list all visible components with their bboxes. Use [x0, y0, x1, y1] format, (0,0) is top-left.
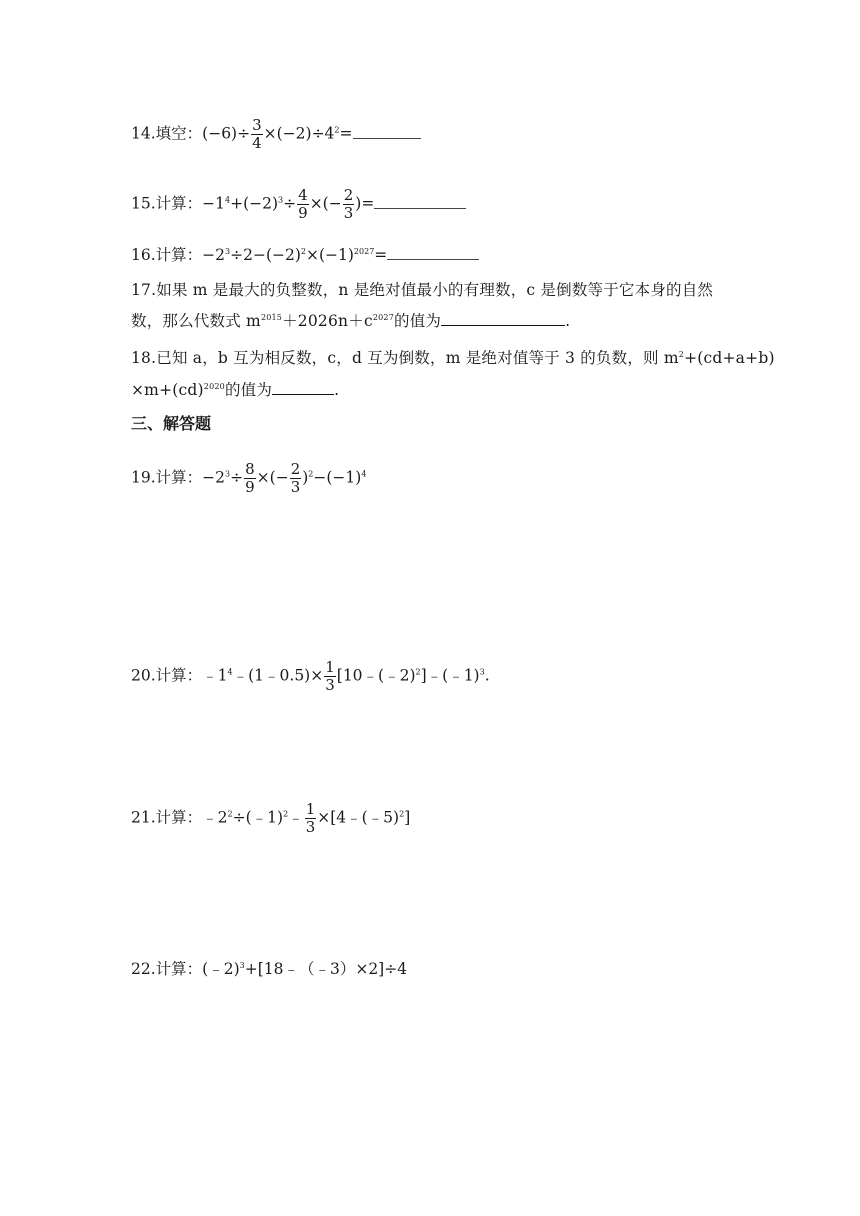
denominator: 3: [343, 204, 354, 222]
problem-22-label: 22.计算：: [131, 960, 203, 978]
expr-part: ÷: [283, 194, 297, 213]
denominator: 3: [305, 818, 316, 836]
exponent: 2027: [353, 246, 375, 256]
fraction: [324, 659, 336, 694]
problem-16-label: 16.计算：: [131, 246, 203, 264]
problem-16: [131, 244, 479, 266]
exponent: 3: [225, 469, 231, 479]
expr-part: ﹣2: [202, 808, 228, 827]
problem-20: [131, 659, 490, 694]
exponent: 4: [227, 667, 233, 677]
problem-21-label: 21.计算：: [131, 808, 203, 827]
expr-part: )=: [355, 194, 375, 213]
numerator: 2: [290, 460, 301, 478]
answer-blank[interactable]: [387, 245, 479, 260]
section-heading: 三、解答题: [131, 414, 212, 433]
expr-part: ×(−1): [305, 246, 354, 264]
problem-20-label: 20.计算：: [131, 666, 203, 685]
expr-part: −(−1): [313, 468, 362, 487]
expr-part: [10﹣(﹣2): [336, 666, 416, 685]
problem-15-label: 15.计算：: [131, 194, 203, 213]
expr-part: (−6)÷: [202, 124, 251, 143]
exponent: 4: [361, 469, 367, 479]
exponent: 2015: [260, 312, 283, 322]
expr-part: =: [339, 124, 353, 143]
expr-part: ﹣: [288, 808, 304, 827]
answer-blank[interactable]: [374, 194, 466, 209]
answer-blank[interactable]: [272, 380, 334, 395]
fraction: [251, 117, 263, 152]
exponent: 2: [283, 809, 289, 819]
expr-part: ﹣(1﹣0.5)×: [232, 666, 324, 685]
exponent: 3: [239, 960, 245, 970]
problem-18-text: +(cd+a+b): [684, 349, 775, 367]
exponent: 2: [399, 809, 405, 819]
fraction: [343, 187, 355, 222]
problem-18-line-1: [131, 347, 775, 369]
answer-blank[interactable]: [353, 124, 421, 139]
problem-19: [131, 461, 366, 496]
exponent: 2: [415, 667, 421, 677]
expr-part: (﹣2): [202, 960, 240, 978]
expr-part: ×(−: [256, 468, 289, 487]
expr-part: +(−2): [230, 194, 279, 213]
problem-14: [131, 117, 421, 152]
numerator: 3: [252, 116, 262, 134]
exponent: 2: [300, 246, 306, 256]
expr-part: ×[4﹣(﹣5): [317, 808, 400, 827]
numerator: 1: [305, 800, 316, 818]
exponent: 3: [479, 667, 485, 677]
exponent: 3: [278, 195, 284, 205]
expr-part: ]: [404, 808, 411, 827]
expr-part: −2: [202, 246, 226, 264]
denominator: 9: [298, 204, 308, 222]
expr-part: .: [484, 666, 490, 685]
numerator: 1: [325, 658, 335, 676]
problem-17-text: .: [565, 312, 571, 330]
problem-18-text: ×m+(cd): [131, 381, 204, 399]
problem-17-line-2: [131, 310, 570, 332]
problem-19-label: 19.计算：: [131, 468, 203, 487]
denominator: 9: [245, 478, 255, 496]
expr-part: −2: [202, 468, 226, 487]
problem-17-text: 17.如果 m 是最大的负整数，n 是绝对值最小的有理数，c 是倒数等于它本身的自然: [131, 281, 714, 299]
expr-part: =: [374, 246, 388, 264]
problem-14-label: 14.填空：: [131, 124, 203, 143]
exponent: 2: [227, 809, 233, 819]
problem-18-text: 的值为: [224, 381, 273, 399]
exponent: 2: [308, 469, 314, 479]
fraction: [297, 187, 309, 222]
expr-part: −1: [202, 194, 226, 213]
numerator: 4: [298, 186, 308, 204]
expr-part: ÷(﹣1): [232, 808, 284, 827]
problem-18-text: .: [334, 381, 340, 399]
expr-part: ﹣1: [202, 666, 228, 685]
problem-17-line-1: [131, 279, 713, 301]
denominator: 3: [290, 478, 301, 496]
expr-part: ×(−2)÷4: [263, 124, 335, 143]
problem-18-text: 18.已知 a，b 互为相反数，c，d 互为倒数，m 是绝对值等于 3 的负数，则 m: [131, 349, 679, 367]
expr-part: +[18﹣（﹣3）×2]÷4: [244, 960, 408, 978]
answer-blank[interactable]: [441, 311, 565, 326]
expr-part: ×(−: [309, 194, 342, 213]
exponent: 4: [225, 195, 231, 205]
problem-18-line-2: [131, 379, 339, 401]
numerator: 8: [245, 460, 255, 478]
exponent: 2: [678, 349, 685, 359]
expr-part: ÷: [230, 468, 244, 487]
problem-17-text: ＋2026n＋c: [282, 312, 373, 330]
denominator: 4: [252, 134, 262, 152]
exponent: 2027: [372, 312, 394, 322]
problem-17-text: 数，那么代数式 m: [131, 312, 261, 330]
denominator: 3: [325, 676, 335, 694]
problem-21: [131, 801, 410, 836]
problem-17-text: 的值为: [394, 312, 442, 330]
exponent: 2: [334, 125, 340, 135]
expr-part: ]﹣(﹣1): [420, 666, 480, 685]
problem-15: [131, 187, 466, 222]
expr-part: ): [302, 468, 309, 487]
numerator: 2: [343, 186, 354, 204]
problem-22: [131, 958, 407, 980]
exponent: 3: [225, 246, 231, 256]
expr-part: ÷2−(−2): [230, 246, 301, 264]
exponent: 2020: [203, 381, 225, 391]
fraction: [290, 461, 302, 496]
fraction: [244, 461, 256, 496]
fraction: [305, 801, 317, 836]
